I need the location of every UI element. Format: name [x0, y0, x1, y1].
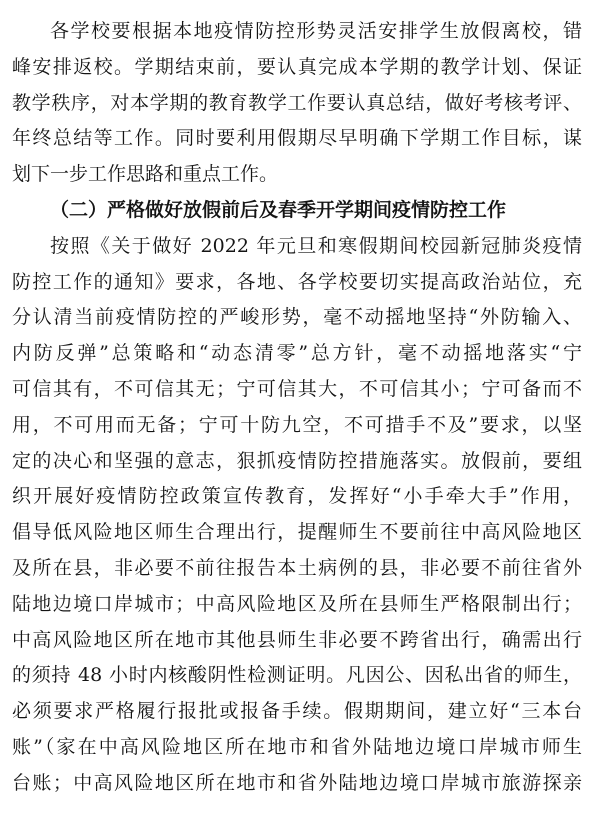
text-line: 必须要求严格履行报批或报备手续。假期期间，建立好“三本台: [12, 700, 582, 723]
text-line: 年终总结等工作。同时要利用假期尽早明确下学期工作目标，谋: [12, 127, 582, 150]
text-line: 教学秩序，对本学期的教育教学工作要认真总结，做好考核考评、: [12, 91, 582, 114]
paragraph: [12, 14, 582, 193]
text-line: 峰安排返校。学期结束前，要认真完成本学期的教学计划、保证: [12, 55, 582, 78]
text-line: 按照《关于做好 2022 年元旦和寒假期间校园新冠肺炎疫情: [50, 234, 582, 257]
text-line: 可信其有，不可信其无；宁可信其大，不可信其小；宁可备而不: [12, 377, 582, 400]
text-line: 及所在县，非必要不前往报告本土病例的县，非必要不前往省外: [12, 556, 582, 579]
document-body: [12, 14, 582, 802]
text-line: 防控工作的通知》要求，各地、各学校要切实提高政治站位，充: [12, 270, 582, 293]
text-line: 的须持 48 小时内核酸阴性检测证明。凡因公、因私出省的师生，: [12, 664, 582, 687]
text-line: 倡导低风险地区师生合理出行，提醒师生不要前往中高风险地区: [12, 521, 582, 544]
text-line: 划下一步工作思路和重点工作。: [12, 163, 279, 186]
text-line: 用，不可用而无备；宁可十防九空，不可措手不及”要求，以坚: [12, 413, 582, 436]
section-heading: （二）严格做好放假前后及春季开学期间疫情防控工作: [50, 198, 507, 221]
text-line: 中高风险地区所在地市其他县师生非必要不跨省出行，确需出行: [12, 628, 582, 651]
text-line: 台账；中高风险地区所在地市和省外陆地边境口岸城市旅游探亲: [12, 771, 582, 794]
text-line: 陆地边境口岸城市；中高风险地区及所在县师生严格限制出行；: [12, 592, 582, 615]
text-line: 定的决心和坚强的意志，狠抓疫情防控措施落实。放假前，要组: [12, 449, 582, 472]
paragraph: [12, 229, 582, 802]
text-line: 分认清当前疫情防控的严峻形势，毫不动摇地坚持“外防输入、: [12, 306, 582, 329]
text-line: 各学校要根据本地疫情防控形势灵活安排学生放假离校，错: [50, 20, 582, 42]
text-line: 账”（家在中高风险地区所在地市和省外陆地边境口岸城市师生: [12, 735, 582, 758]
text-line: 织开展好疫情防控政策宣传教育，发挥好“小手牵大手”作用，: [12, 485, 582, 508]
text-line: 内防反弹”总策略和“动态清零”总方针，毫不动摇地落实“宁: [12, 342, 582, 365]
